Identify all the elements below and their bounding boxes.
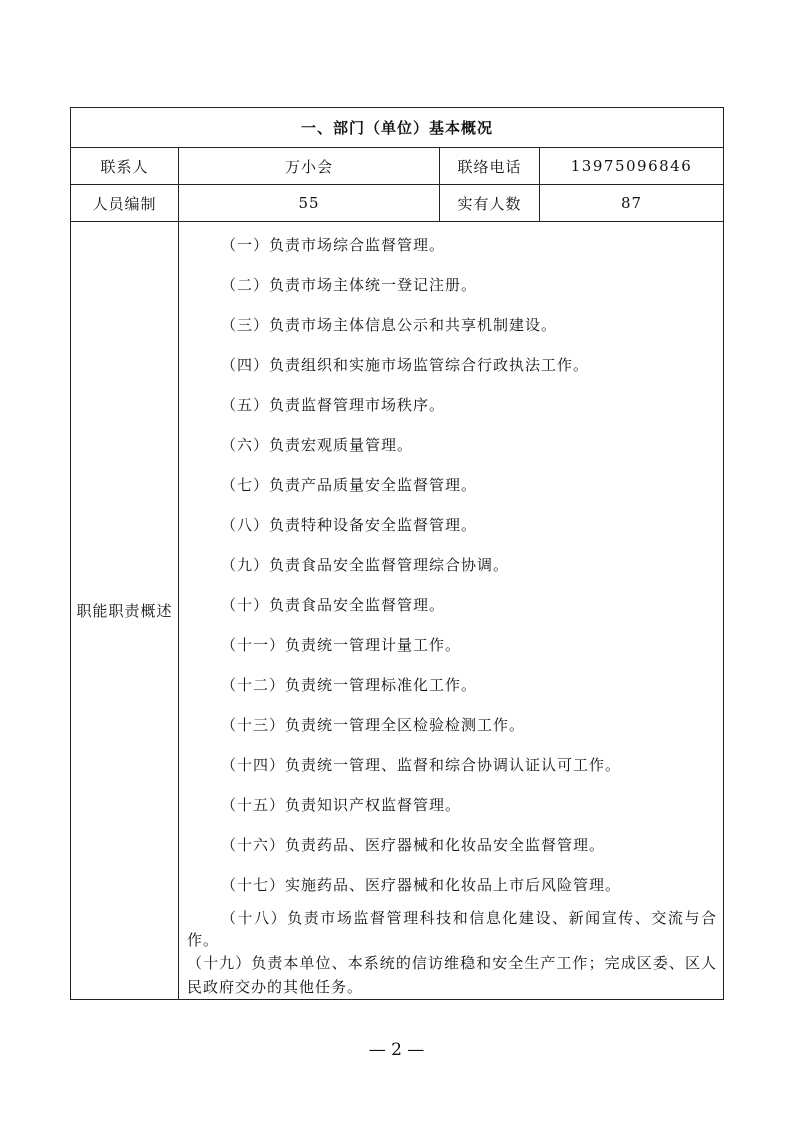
duty-item: （十四）负责统一管理、监督和综合协调认证认可工作。: [221, 756, 622, 774]
duty-item: （八）负责特种设备安全监督管理。: [221, 516, 478, 534]
basic-info-table: [70, 107, 724, 1000]
duties-row: [71, 222, 724, 1000]
duty-item: （十三）负责统一管理全区检验检测工作。: [221, 716, 526, 734]
duty-item: （三）负责市场主体信息公示和共享机制建设。: [221, 316, 558, 334]
page-number: — 2 —: [368, 1040, 425, 1060]
staff-quota-value: 55: [179, 185, 440, 222]
contact-row: [71, 148, 724, 185]
duty-item: （七）负责产品质量安全监督管理。: [221, 476, 478, 494]
duty-item-19: （十九）负责本单位、本系统的信访维稳和安全生产工作；完成区委、区人民政府交办的其他任务。: [187, 954, 718, 996]
duty-item: （二）负责市场主体统一登记注册。: [221, 276, 478, 294]
duty-item: （五）负责监督管理市场秩序。: [221, 396, 446, 414]
title-row: [71, 108, 724, 148]
duty-list: [187, 225, 717, 999]
duty-item-18: （十八）负责市场监督管理科技和信息化建设、新闻宣传、交流与合作。: [187, 909, 718, 949]
duty-item: （九）负责食品安全监督管理综合协调。: [221, 556, 510, 574]
duties-content: [179, 222, 724, 1000]
duty-item: （十二）负责统一管理标准化工作。: [221, 676, 478, 694]
staff-quota-label: 人员编制: [71, 185, 179, 222]
duties-label: 职能职责概述: [71, 222, 179, 1000]
staff-row: [71, 185, 724, 222]
contact-label: 联系人: [71, 148, 179, 185]
phone-value: 13975096846: [540, 148, 724, 185]
duty-item: （十七）实施药品、医疗器械和化妆品上市后风险管理。: [221, 876, 622, 894]
duty-item: （四）负责组织和实施市场监管综合行政执法工作。: [221, 356, 590, 374]
duty-item: （十）负责食品安全监督管理。: [221, 596, 446, 614]
table-title: 一、部门（单位）基本概况: [71, 108, 724, 148]
duty-item: （一）负责市场综合监督管理。: [221, 236, 446, 254]
duty-item: （十六）负责药品、医疗器械和化妆品安全监督管理。: [221, 836, 606, 854]
duty-item: （六）负责宏观质量管理。: [221, 436, 414, 454]
staff-actual-label: 实有人数: [440, 185, 540, 222]
phone-label: 联络电话: [440, 148, 540, 185]
staff-actual-value: 87: [540, 185, 724, 222]
duty-item: （十一）负责统一管理计量工作。: [221, 636, 462, 654]
contact-value: 万小会: [179, 148, 440, 185]
duty-item: （十五）负责知识产权监督管理。: [221, 796, 462, 814]
